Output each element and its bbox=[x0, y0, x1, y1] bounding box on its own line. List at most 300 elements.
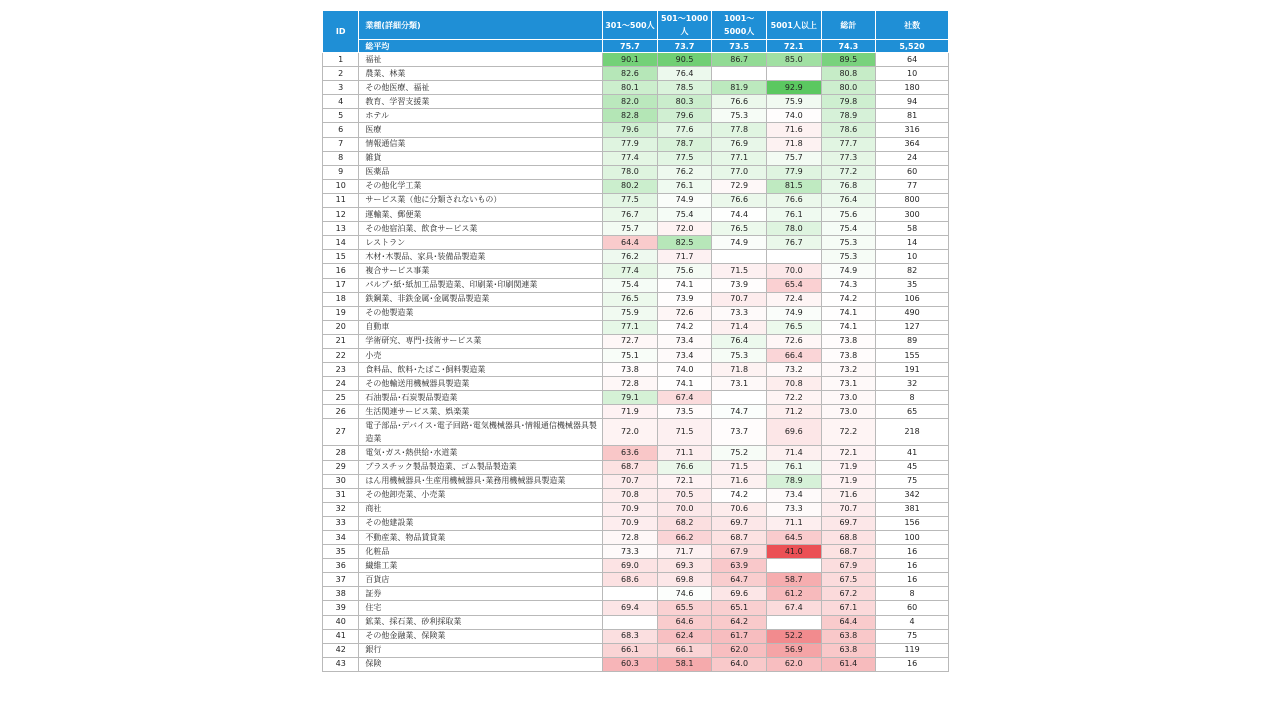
row-score: 56.9 bbox=[766, 643, 821, 657]
row-score: 75.3 bbox=[821, 236, 876, 250]
row-score: 69.6 bbox=[766, 419, 821, 446]
row-industry: 繊維工業 bbox=[359, 559, 603, 573]
row-score: 73.4 bbox=[657, 348, 712, 362]
row-industry: 運輸業、郵便業 bbox=[359, 208, 603, 222]
row-score: 77.9 bbox=[603, 137, 658, 151]
row-score: 72.8 bbox=[603, 377, 658, 391]
table-row bbox=[323, 222, 949, 236]
row-industry: プラスチック製品製造業、ゴム製品製造業 bbox=[359, 460, 603, 474]
row-count: 82 bbox=[876, 264, 949, 278]
row-count: 64 bbox=[876, 53, 949, 67]
row-id: 9 bbox=[323, 165, 359, 179]
table-row bbox=[323, 573, 949, 587]
table-row bbox=[323, 81, 949, 95]
row-score: 73.4 bbox=[766, 488, 821, 502]
row-id: 11 bbox=[323, 193, 359, 207]
row-score: 76.5 bbox=[766, 320, 821, 334]
row-score: 72.0 bbox=[603, 419, 658, 446]
table-row bbox=[323, 67, 949, 81]
table-row bbox=[323, 208, 949, 222]
row-score: 65.4 bbox=[766, 278, 821, 292]
row-score: 69.0 bbox=[603, 559, 658, 573]
row-score: 64.4 bbox=[603, 236, 658, 250]
table-row bbox=[323, 629, 949, 643]
row-industry: 食料品、飲料･たばこ･飼料製造業 bbox=[359, 363, 603, 377]
row-score: 71.9 bbox=[821, 460, 876, 474]
row-score: 78.9 bbox=[821, 109, 876, 123]
row-score: 69.7 bbox=[821, 516, 876, 530]
row-id: 38 bbox=[323, 587, 359, 601]
row-id: 14 bbox=[323, 236, 359, 250]
row-count: 14 bbox=[876, 236, 949, 250]
row-id: 15 bbox=[323, 250, 359, 264]
row-score: 71.8 bbox=[712, 363, 767, 377]
row-score: 73.3 bbox=[766, 502, 821, 516]
row-score: 70.6 bbox=[712, 502, 767, 516]
row-score: 63.9 bbox=[712, 559, 767, 573]
row-count: 127 bbox=[876, 320, 949, 334]
row-score: 75.6 bbox=[657, 264, 712, 278]
row-industry: その他宿泊業、飲食サービス業 bbox=[359, 222, 603, 236]
row-industry: 不動産業、物品賃貸業 bbox=[359, 531, 603, 545]
average-value: 73.7 bbox=[657, 40, 712, 53]
row-score: 58.1 bbox=[657, 657, 712, 671]
row-score: 74.1 bbox=[657, 278, 712, 292]
row-score: 73.8 bbox=[821, 348, 876, 362]
row-score: 70.7 bbox=[603, 474, 658, 488]
row-score: 86.7 bbox=[712, 53, 767, 67]
table-row bbox=[323, 601, 949, 615]
row-id: 33 bbox=[323, 516, 359, 530]
row-industry: 百貨店 bbox=[359, 573, 603, 587]
row-score: 72.1 bbox=[821, 446, 876, 460]
row-score: 61.7 bbox=[712, 629, 767, 643]
row-count: 156 bbox=[876, 516, 949, 530]
row-score: 58.7 bbox=[766, 573, 821, 587]
row-id: 16 bbox=[323, 264, 359, 278]
row-id: 20 bbox=[323, 320, 359, 334]
row-score: 71.9 bbox=[603, 405, 658, 419]
row-id: 8 bbox=[323, 151, 359, 165]
row-id: 2 bbox=[323, 67, 359, 81]
row-score: 77.1 bbox=[603, 320, 658, 334]
row-score: 73.3 bbox=[712, 306, 767, 320]
row-industry: パルプ･紙･紙加工品製造業、印刷業･印刷関連業 bbox=[359, 278, 603, 292]
row-score: 64.2 bbox=[712, 615, 767, 629]
table-row bbox=[323, 419, 949, 446]
row-score: 73.0 bbox=[821, 405, 876, 419]
row-count: 58 bbox=[876, 222, 949, 236]
row-id: 27 bbox=[323, 419, 359, 446]
table-row bbox=[323, 165, 949, 179]
row-score: 76.2 bbox=[657, 165, 712, 179]
row-count: 218 bbox=[876, 419, 949, 446]
row-id: 12 bbox=[323, 208, 359, 222]
row-industry: その他医療、福祉 bbox=[359, 81, 603, 95]
row-industry: その他卸売業、小売業 bbox=[359, 488, 603, 502]
row-score: 68.7 bbox=[712, 531, 767, 545]
row-score bbox=[712, 250, 767, 264]
row-score: 63.8 bbox=[821, 643, 876, 657]
row-score: 75.3 bbox=[712, 109, 767, 123]
row-score: 74.9 bbox=[657, 193, 712, 207]
row-score: 73.5 bbox=[657, 405, 712, 419]
row-score: 82.0 bbox=[603, 95, 658, 109]
row-score: 79.6 bbox=[657, 109, 712, 123]
row-score: 77.6 bbox=[657, 123, 712, 137]
row-score: 78.9 bbox=[766, 474, 821, 488]
row-score: 77.8 bbox=[712, 123, 767, 137]
row-score: 82.8 bbox=[603, 109, 658, 123]
industry-score-table bbox=[322, 10, 949, 672]
row-industry: 石油製品･石炭製品製造業 bbox=[359, 391, 603, 405]
table-row bbox=[323, 348, 949, 362]
row-count: 8 bbox=[876, 587, 949, 601]
row-score: 92.9 bbox=[766, 81, 821, 95]
row-score: 79.6 bbox=[603, 123, 658, 137]
table-row bbox=[323, 264, 949, 278]
row-score bbox=[766, 67, 821, 81]
row-score: 68.7 bbox=[603, 460, 658, 474]
row-count: 8 bbox=[876, 391, 949, 405]
row-score: 71.4 bbox=[712, 320, 767, 334]
row-score bbox=[603, 587, 658, 601]
row-score bbox=[712, 67, 767, 81]
row-score: 75.9 bbox=[766, 95, 821, 109]
header-total: 総計 bbox=[821, 11, 876, 40]
row-industry: 小売 bbox=[359, 348, 603, 362]
table-row bbox=[323, 516, 949, 530]
table-row bbox=[323, 488, 949, 502]
header-id: ID bbox=[323, 11, 359, 53]
table-row bbox=[323, 151, 949, 165]
row-id: 18 bbox=[323, 292, 359, 306]
row-id: 1 bbox=[323, 53, 359, 67]
average-label: 総平均 bbox=[359, 40, 603, 53]
row-id: 24 bbox=[323, 377, 359, 391]
row-industry: 医療 bbox=[359, 123, 603, 137]
row-industry: 雑貨 bbox=[359, 151, 603, 165]
row-score: 70.0 bbox=[766, 264, 821, 278]
row-score: 61.4 bbox=[821, 657, 876, 671]
row-count: 300 bbox=[876, 208, 949, 222]
row-score: 76.4 bbox=[821, 193, 876, 207]
row-score: 73.0 bbox=[821, 391, 876, 405]
row-id: 32 bbox=[323, 502, 359, 516]
row-count: 32 bbox=[876, 377, 949, 391]
row-score: 61.2 bbox=[766, 587, 821, 601]
row-count: 191 bbox=[876, 363, 949, 377]
row-score: 79.8 bbox=[821, 95, 876, 109]
row-score: 69.4 bbox=[603, 601, 658, 615]
row-score: 63.6 bbox=[603, 446, 658, 460]
row-count: 41 bbox=[876, 446, 949, 460]
row-industry: 商社 bbox=[359, 502, 603, 516]
row-score: 68.8 bbox=[821, 531, 876, 545]
row-score: 76.7 bbox=[603, 208, 658, 222]
row-score: 60.3 bbox=[603, 657, 658, 671]
row-industry: 電子部品･デバイス･電子回路･電気機械器具･情報通信機械器具製造業 bbox=[359, 419, 603, 446]
row-id: 19 bbox=[323, 306, 359, 320]
row-score: 73.4 bbox=[657, 334, 712, 348]
row-score: 64.0 bbox=[712, 657, 767, 671]
row-industry: その他製造業 bbox=[359, 306, 603, 320]
row-count: 316 bbox=[876, 123, 949, 137]
row-score: 74.6 bbox=[657, 587, 712, 601]
row-score: 89.5 bbox=[821, 53, 876, 67]
row-score: 76.8 bbox=[821, 179, 876, 193]
row-id: 26 bbox=[323, 405, 359, 419]
row-score: 71.5 bbox=[712, 264, 767, 278]
row-score: 77.7 bbox=[821, 137, 876, 151]
row-score: 78.7 bbox=[657, 137, 712, 151]
row-score: 73.9 bbox=[712, 278, 767, 292]
row-score bbox=[766, 250, 821, 264]
row-score bbox=[712, 391, 767, 405]
row-industry: 銀行 bbox=[359, 643, 603, 657]
row-score: 75.3 bbox=[821, 250, 876, 264]
row-industry: 自動車 bbox=[359, 320, 603, 334]
row-score: 78.0 bbox=[603, 165, 658, 179]
table-row bbox=[323, 179, 949, 193]
row-id: 7 bbox=[323, 137, 359, 151]
row-count: 119 bbox=[876, 643, 949, 657]
row-score: 71.9 bbox=[821, 474, 876, 488]
row-score: 74.7 bbox=[712, 405, 767, 419]
row-score: 76.4 bbox=[657, 67, 712, 81]
row-score: 78.6 bbox=[821, 123, 876, 137]
row-score: 68.2 bbox=[657, 516, 712, 530]
row-id: 36 bbox=[323, 559, 359, 573]
row-count: 60 bbox=[876, 165, 949, 179]
table-row bbox=[323, 545, 949, 559]
row-score: 71.6 bbox=[712, 474, 767, 488]
header-industry: 業種(詳細分類) bbox=[359, 11, 603, 40]
row-score: 76.1 bbox=[766, 208, 821, 222]
row-score: 71.5 bbox=[657, 419, 712, 446]
table-row bbox=[323, 236, 949, 250]
row-score: 67.1 bbox=[821, 601, 876, 615]
row-count: 490 bbox=[876, 306, 949, 320]
row-score: 72.8 bbox=[603, 531, 658, 545]
row-score: 70.8 bbox=[603, 488, 658, 502]
row-score: 71.7 bbox=[657, 250, 712, 264]
average-value: 5,520 bbox=[876, 40, 949, 53]
row-score: 82.5 bbox=[657, 236, 712, 250]
row-score: 73.7 bbox=[712, 419, 767, 446]
row-score: 64.4 bbox=[821, 615, 876, 629]
row-score: 67.5 bbox=[821, 573, 876, 587]
row-score: 72.6 bbox=[766, 334, 821, 348]
header-301-500: 301～500人 bbox=[603, 11, 658, 40]
table-row bbox=[323, 250, 949, 264]
header-row bbox=[323, 11, 949, 40]
average-value: 75.7 bbox=[603, 40, 658, 53]
row-score: 74.9 bbox=[766, 306, 821, 320]
row-score: 72.2 bbox=[821, 419, 876, 446]
row-score: 71.7 bbox=[657, 545, 712, 559]
row-count: 77 bbox=[876, 179, 949, 193]
row-score: 74.9 bbox=[821, 264, 876, 278]
average-value: 73.5 bbox=[712, 40, 767, 53]
row-count: 16 bbox=[876, 559, 949, 573]
row-score: 68.3 bbox=[603, 629, 658, 643]
data-table-container bbox=[322, 10, 949, 672]
row-score: 67.9 bbox=[821, 559, 876, 573]
row-score: 76.1 bbox=[766, 460, 821, 474]
row-count: 89 bbox=[876, 334, 949, 348]
row-id: 3 bbox=[323, 81, 359, 95]
row-score: 77.4 bbox=[603, 264, 658, 278]
row-score: 52.2 bbox=[766, 629, 821, 643]
row-score: 62.0 bbox=[766, 657, 821, 671]
row-score: 78.0 bbox=[766, 222, 821, 236]
row-score: 73.1 bbox=[712, 377, 767, 391]
row-score: 76.6 bbox=[766, 193, 821, 207]
row-id: 5 bbox=[323, 109, 359, 123]
header-company-count: 社数 bbox=[876, 11, 949, 40]
row-score: 70.5 bbox=[657, 488, 712, 502]
row-score: 72.6 bbox=[657, 306, 712, 320]
row-count: 60 bbox=[876, 601, 949, 615]
row-score: 70.7 bbox=[712, 292, 767, 306]
row-score: 75.4 bbox=[603, 278, 658, 292]
row-score bbox=[766, 615, 821, 629]
row-industry: 木材･木製品、家具･装備品製造業 bbox=[359, 250, 603, 264]
row-score: 77.4 bbox=[603, 151, 658, 165]
row-score: 70.8 bbox=[766, 377, 821, 391]
row-id: 22 bbox=[323, 348, 359, 362]
row-industry: サービス業（他に分類されないもの） bbox=[359, 193, 603, 207]
row-score: 65.5 bbox=[657, 601, 712, 615]
row-industry: 農業、林業 bbox=[359, 67, 603, 81]
row-score: 71.4 bbox=[766, 446, 821, 460]
row-count: 100 bbox=[876, 531, 949, 545]
row-score: 77.3 bbox=[821, 151, 876, 165]
row-industry: 証券 bbox=[359, 587, 603, 601]
row-score: 71.8 bbox=[766, 137, 821, 151]
row-score: 74.0 bbox=[657, 363, 712, 377]
row-industry: 電気･ガス･熱供給･水道業 bbox=[359, 446, 603, 460]
row-score: 76.6 bbox=[712, 193, 767, 207]
row-score: 79.1 bbox=[603, 391, 658, 405]
row-score: 75.4 bbox=[657, 208, 712, 222]
row-count: 106 bbox=[876, 292, 949, 306]
table-row bbox=[323, 363, 949, 377]
row-industry: 住宅 bbox=[359, 601, 603, 615]
row-industry: 鉱業、採石業、砂利採取業 bbox=[359, 615, 603, 629]
row-score: 41.0 bbox=[766, 545, 821, 559]
average-row bbox=[323, 40, 949, 53]
row-count: 381 bbox=[876, 502, 949, 516]
row-score: 62.4 bbox=[657, 629, 712, 643]
row-id: 42 bbox=[323, 643, 359, 657]
row-score: 67.4 bbox=[766, 601, 821, 615]
row-score: 70.9 bbox=[603, 502, 658, 516]
table-row bbox=[323, 657, 949, 671]
table-body bbox=[323, 53, 949, 672]
table-row bbox=[323, 643, 949, 657]
row-score bbox=[766, 559, 821, 573]
row-score: 71.6 bbox=[766, 123, 821, 137]
row-industry: 福祉 bbox=[359, 53, 603, 67]
row-id: 31 bbox=[323, 488, 359, 502]
row-score: 70.7 bbox=[821, 502, 876, 516]
row-industry: 鉄鋼業、非鉄金属･金属製品製造業 bbox=[359, 292, 603, 306]
row-score: 73.3 bbox=[603, 545, 658, 559]
table-row bbox=[323, 53, 949, 67]
row-id: 43 bbox=[323, 657, 359, 671]
row-count: 16 bbox=[876, 657, 949, 671]
row-score: 76.9 bbox=[712, 137, 767, 151]
row-score: 71.5 bbox=[712, 460, 767, 474]
row-count: 342 bbox=[876, 488, 949, 502]
row-score: 75.6 bbox=[821, 208, 876, 222]
row-score: 77.2 bbox=[821, 165, 876, 179]
row-score: 80.2 bbox=[603, 179, 658, 193]
row-count: 16 bbox=[876, 573, 949, 587]
row-id: 10 bbox=[323, 179, 359, 193]
row-score: 66.1 bbox=[657, 643, 712, 657]
row-score: 64.6 bbox=[657, 615, 712, 629]
row-id: 40 bbox=[323, 615, 359, 629]
table-row bbox=[323, 502, 949, 516]
table-row bbox=[323, 292, 949, 306]
row-score: 90.1 bbox=[603, 53, 658, 67]
row-score: 69.7 bbox=[712, 516, 767, 530]
row-id: 39 bbox=[323, 601, 359, 615]
header-5001-plus: 5001人以上 bbox=[766, 11, 821, 40]
table-row bbox=[323, 615, 949, 629]
row-score: 68.7 bbox=[821, 545, 876, 559]
table-row bbox=[323, 391, 949, 405]
row-score: 75.9 bbox=[603, 306, 658, 320]
row-industry: 医薬品 bbox=[359, 165, 603, 179]
row-count: 155 bbox=[876, 348, 949, 362]
row-score: 76.6 bbox=[712, 95, 767, 109]
row-score: 82.6 bbox=[603, 67, 658, 81]
row-score: 76.5 bbox=[603, 292, 658, 306]
row-id: 6 bbox=[323, 123, 359, 137]
row-industry: その他化学工業 bbox=[359, 179, 603, 193]
row-score: 75.4 bbox=[821, 222, 876, 236]
row-score: 74.1 bbox=[821, 320, 876, 334]
row-count: 65 bbox=[876, 405, 949, 419]
row-id: 29 bbox=[323, 460, 359, 474]
row-id: 23 bbox=[323, 363, 359, 377]
row-score: 66.2 bbox=[657, 531, 712, 545]
table-row bbox=[323, 531, 949, 545]
table-row bbox=[323, 446, 949, 460]
row-score: 76.6 bbox=[657, 460, 712, 474]
row-score: 74.2 bbox=[657, 320, 712, 334]
row-score: 76.2 bbox=[603, 250, 658, 264]
row-score: 75.2 bbox=[712, 446, 767, 460]
row-industry: 保険 bbox=[359, 657, 603, 671]
row-id: 28 bbox=[323, 446, 359, 460]
row-industry: 生活関連サービス業、娯楽業 bbox=[359, 405, 603, 419]
row-score: 72.0 bbox=[657, 222, 712, 236]
table-row bbox=[323, 95, 949, 109]
row-industry: ホテル bbox=[359, 109, 603, 123]
table-row bbox=[323, 137, 949, 151]
row-score: 69.8 bbox=[657, 573, 712, 587]
row-score: 70.0 bbox=[657, 502, 712, 516]
table-row bbox=[323, 559, 949, 573]
row-score: 77.9 bbox=[766, 165, 821, 179]
row-count: 16 bbox=[876, 545, 949, 559]
row-id: 21 bbox=[323, 334, 359, 348]
